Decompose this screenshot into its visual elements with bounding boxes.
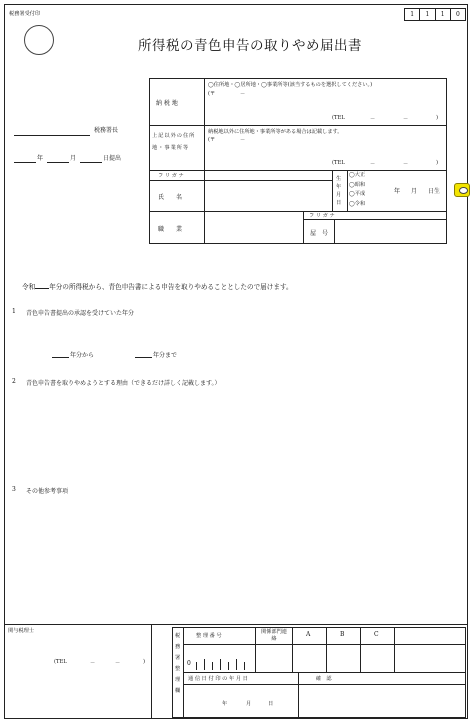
statement-line [22, 281, 293, 291]
col-c: C [374, 631, 379, 638]
era-taisho[interactable]: ◯大正 [349, 172, 366, 178]
birth-month-unit: 月 [411, 188, 418, 195]
accountant-label: 関与税理士 [8, 628, 34, 634]
acc-tel-dash: － [90, 660, 96, 666]
item3-heading: その他参考事項 [26, 488, 69, 495]
item2-heading: 青色申告書を取りやめようとする理由（できるだけ詳しく記載します。） [26, 380, 221, 387]
to-label: 年分まで [153, 352, 178, 359]
acc-tel-close: ) [143, 659, 146, 665]
postal2-dash: － [240, 137, 246, 143]
code-box: 1 [420, 9, 435, 20]
from-label: 年分から [70, 352, 95, 359]
furigana-input[interactable] [208, 171, 330, 179]
day-unit: 日提出 [103, 155, 122, 162]
tel-label: (TEL [332, 115, 345, 121]
accountant-input[interactable] [10, 637, 148, 657]
code-boxes [404, 8, 466, 21]
statement-text: 年分の所得税から、青色申告書による申告を取りやめることとしたので届けます。 [49, 283, 293, 291]
era-reiwa[interactable]: ◯令和 [349, 200, 366, 207]
from-year-field[interactable] [52, 350, 69, 358]
birth-day-unit: 日生 [428, 188, 441, 195]
date-stamp-label: 通 信 日 付 印 の 年 月 日 [188, 676, 248, 682]
code-box: 1 [405, 9, 420, 20]
form-title: 所得税の青色申告の取りやめ届出書 [138, 38, 362, 54]
tel-close: ) [436, 115, 439, 121]
shop-label: 屋 号 [310, 230, 329, 237]
to-year-field[interactable] [135, 350, 152, 358]
era-heisei[interactable]: ◯平成 [349, 191, 366, 197]
submit-day-field[interactable] [80, 154, 102, 163]
item1-heading: 青色申告書提出の承認を受けていた年分 [26, 310, 135, 317]
job-input[interactable] [208, 213, 301, 242]
item1-number: 1 [12, 308, 16, 315]
other-address-note: 納税地以外に住所地・事業所等がある場合は記載します。 [208, 129, 343, 135]
office-use-side-label: 税務署整理欄 [175, 633, 181, 694]
reiwa-year-field[interactable] [35, 281, 49, 289]
year-unit: 年 [37, 155, 44, 162]
submit-month-field[interactable] [47, 154, 69, 163]
reason-textarea[interactable] [26, 392, 456, 472]
kakunin-label: 確 認 [316, 676, 332, 682]
col-b: B [340, 631, 345, 638]
postal2-mark: (〒 [208, 137, 216, 143]
furigana-label: フ リ ガ ナ [158, 173, 184, 179]
acc-tel-label: (TEL [54, 659, 67, 665]
other-address-input[interactable] [208, 144, 444, 156]
nozeichi-input[interactable] [208, 98, 444, 112]
tel2-dash: － [370, 161, 376, 167]
birth-label: 生年月日 [336, 176, 342, 206]
tel2-dash: － [403, 161, 409, 167]
seiri-ticks [194, 656, 250, 670]
office-suffix: 税務署長 [94, 127, 119, 134]
office-name-field[interactable] [14, 126, 90, 136]
col-seiri: 整 理 番 号 [196, 633, 222, 639]
nozeichi-label: 納 税 地 [156, 100, 178, 107]
code-box: 0 [455, 11, 460, 18]
era-showa[interactable]: ◯昭和 [349, 181, 366, 188]
col-a: A [306, 631, 311, 638]
acc-tel-dash: － [115, 660, 121, 666]
postal-mark: (〒 [208, 91, 216, 97]
postal-dash: － [240, 91, 246, 97]
item2-number: 2 [12, 378, 16, 385]
stamp-year-unit: 年 [222, 701, 228, 707]
statement-prefix: 令和 [22, 283, 36, 291]
col-kankei: 関係部門連 絡 [261, 629, 293, 642]
nozeichi-option[interactable]: ◯住所地・◯居所地・◯事業所等(該当するものを選択してください。) [208, 82, 373, 88]
stamp-month-unit: 月 [246, 701, 252, 707]
stamp-day-unit: 日 [268, 701, 274, 707]
tel2-label: (TEL [332, 160, 345, 166]
shop-input[interactable] [337, 221, 445, 242]
zero-digit: 0 [187, 660, 191, 667]
birth-year-unit: 年 [394, 188, 401, 195]
comment-icon[interactable] [454, 183, 470, 197]
submit-year-field[interactable] [14, 154, 36, 163]
month-unit: 月 [70, 155, 77, 162]
tel-dash: － [370, 116, 376, 122]
name-input[interactable] [208, 182, 330, 209]
code-box: 1 [436, 9, 451, 20]
name-label: 氏 名 [158, 194, 183, 201]
stamp-label: 税務署受付印 [9, 11, 41, 17]
stamp-circle [24, 25, 54, 55]
tel-dash: － [403, 116, 409, 122]
tel2-close: ) [436, 160, 439, 166]
notes-textarea[interactable] [26, 498, 456, 608]
item3-number: 3 [12, 486, 16, 493]
era-options[interactable] [349, 171, 365, 209]
job-label: 職 業 [158, 226, 183, 233]
furigana2-label: フ リ ガ ナ [309, 213, 335, 219]
other-address-label: 上記以外の住所地・事業所等 [152, 133, 196, 151]
